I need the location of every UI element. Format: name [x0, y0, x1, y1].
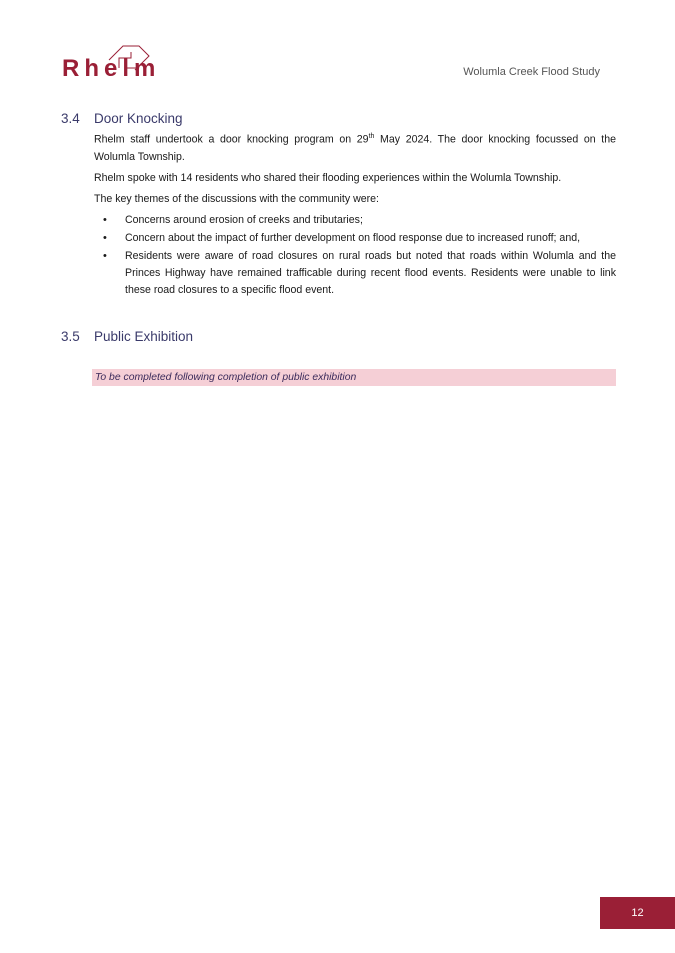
document-title: Wolumla Creek Flood Study — [463, 66, 600, 78]
section-heading-door-knocking — [61, 111, 183, 126]
paragraph-themes-intro: The key themes of the discussions with the community were: — [94, 192, 379, 205]
section-title: Door Knocking — [94, 111, 183, 126]
section-number: 3.5 — [61, 329, 80, 344]
paragraph-residents: Rhelm spoke with 14 residents who shared their flooding experiences within the Wolumla Township. — [94, 171, 562, 184]
rhelm-logo-graphic — [61, 38, 176, 80]
page-number: 12 — [600, 897, 675, 929]
list-item: • Residents were aware of road closures on rural roads but noted that roads within Wolumla and the Princes Highway have remained trafficable during recent flood events. Residents were unable to link these road closures to a specific flood event. — [94, 248, 616, 299]
section-number: 3.4 — [61, 111, 80, 126]
ordinal-suffix: th — [368, 133, 375, 140]
section-heading-public-exhibition — [61, 329, 193, 344]
paragraph-text: Rhelm staff undertook a door knocking program on 29 — [94, 133, 369, 146]
placeholder-note: To be completed following completion of public exhibition — [92, 369, 616, 386]
rhelm-logo — [61, 38, 176, 80]
themes-list — [94, 212, 616, 299]
list-item: • Concerns around erosion of creeks and tributaries; — [94, 212, 616, 229]
list-item: • Concern about the impact of further development on flood response due to increased runoff; and, — [94, 230, 616, 247]
door-knocking-body — [94, 128, 616, 300]
paragraph-program — [94, 128, 616, 166]
svg-text:Rhelm: Rhelm — [62, 55, 161, 80]
paragraph-text: May 2024. The door knocking focussed on the Wolumla Township. — [94, 133, 616, 163]
section-title: Public Exhibition — [94, 329, 194, 344]
